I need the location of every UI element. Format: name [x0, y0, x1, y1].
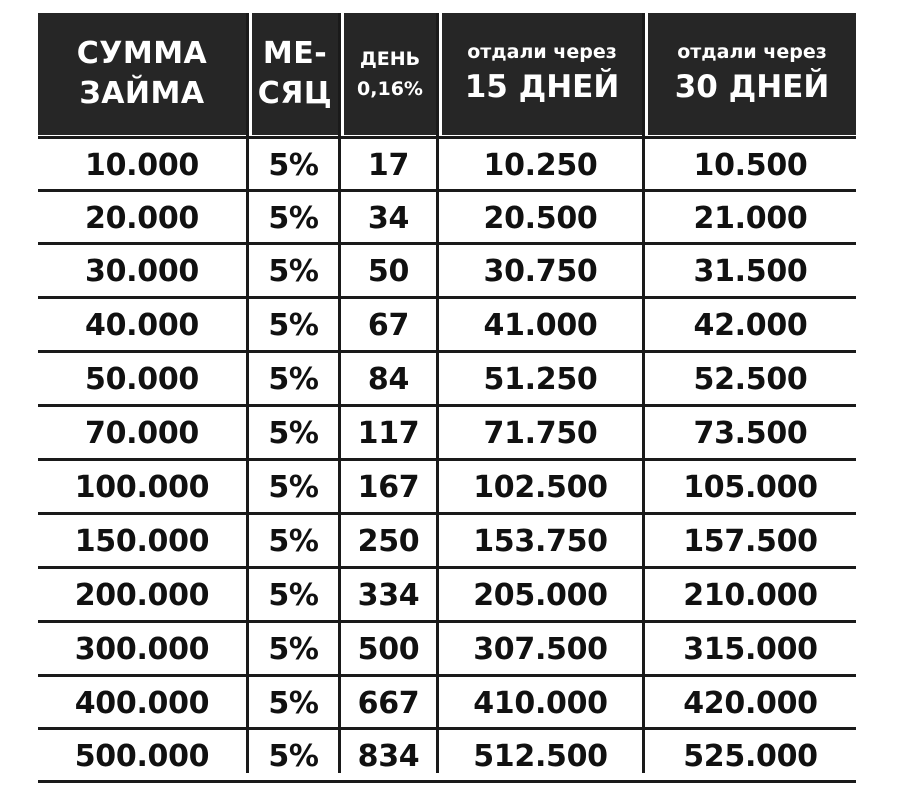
repay-15-days-cell: 512.500: [473, 739, 608, 774]
repay-30-days-cell: 42.000: [693, 308, 808, 343]
table-row: [38, 407, 856, 460]
day-interest-cell: 500: [357, 632, 420, 667]
loan-amount-cell: 150.000: [74, 524, 210, 559]
header-30-days-line2: 30 ДНЕЙ: [674, 69, 830, 105]
table-row: [38, 569, 856, 622]
loan-amount-cell: 400.000: [74, 686, 210, 721]
repay-30-days-cell: 420.000: [683, 686, 818, 721]
repay-15-days-cell: 102.500: [473, 470, 608, 505]
repay-15-days-cell: 307.500: [473, 632, 608, 667]
month-rate-cell: 5%: [268, 308, 319, 343]
repay-15-days-cell: 10.250: [483, 148, 598, 183]
day-interest-cell: 334: [357, 578, 420, 613]
day-interest-cell: 34: [367, 201, 410, 236]
month-rate-cell: 5%: [268, 201, 319, 236]
month-rate-cell: 5%: [268, 148, 319, 183]
header-month-line1: МЕ-: [262, 36, 328, 71]
table-row: [38, 299, 856, 352]
loan-amount-cell: 300.000: [74, 632, 210, 667]
table-row: [38, 623, 856, 676]
day-interest-cell: 250: [357, 524, 420, 559]
repay-15-days-cell: 71.750: [483, 416, 598, 451]
header-day: [344, 13, 436, 135]
table-row: [38, 461, 856, 514]
table-row: [38, 139, 856, 192]
table-row: [38, 245, 856, 298]
repay-15-days-cell: 410.000: [473, 686, 608, 721]
loan-amount-cell: 100.000: [74, 470, 210, 505]
repay-30-days-cell: 210.000: [683, 578, 818, 613]
header-loan-amount-line1: СУММА: [76, 36, 208, 71]
table-row: [38, 353, 856, 406]
loan-amount-cell: 10.000: [85, 148, 199, 183]
day-interest-cell: 167: [357, 470, 420, 505]
day-interest-cell: 67: [367, 308, 410, 343]
month-rate-cell: 5%: [268, 254, 319, 289]
month-rate-cell: 5%: [268, 416, 319, 451]
repay-30-days-cell: 315.000: [683, 632, 818, 667]
header-day-line2: 0,16%: [357, 78, 423, 100]
month-rate-cell: 5%: [268, 578, 319, 613]
repay-15-days-cell: 20.500: [483, 201, 598, 236]
month-rate-cell: 5%: [268, 739, 319, 774]
repay-30-days-cell: 525.000: [683, 739, 818, 774]
month-rate-cell: 5%: [268, 362, 319, 397]
day-interest-cell: 117: [357, 416, 420, 451]
month-rate-cell: 5%: [268, 524, 319, 559]
header-loan-amount-line2: ЗАЙМА: [79, 76, 205, 111]
repay-30-days-cell: 10.500: [693, 148, 808, 183]
repay-30-days-cell: 157.500: [683, 524, 818, 559]
repay-30-days-cell: 105.000: [683, 470, 818, 505]
month-rate-cell: 5%: [268, 470, 319, 505]
table-row: [38, 677, 856, 730]
table-row: [38, 515, 856, 568]
loan-amount-cell: 50.000: [85, 362, 199, 397]
repay-15-days-cell: 30.750: [483, 254, 598, 289]
header-loan-amount: [38, 13, 246, 135]
loan-amount-cell: 500.000: [74, 739, 210, 774]
table-row: [38, 192, 856, 245]
day-interest-cell: 50: [367, 254, 410, 289]
table-row: [38, 730, 856, 783]
repay-30-days-cell: 31.500: [693, 254, 808, 289]
header-15-days-line2: 15 ДНЕЙ: [464, 69, 620, 105]
repay-15-days-cell: 205.000: [473, 578, 608, 613]
day-interest-cell: 17: [367, 148, 410, 183]
loan-amount-cell: 40.000: [85, 308, 199, 343]
loan-amount-cell: 30.000: [85, 254, 199, 289]
header-month: [252, 13, 338, 135]
loan-amount-cell: 70.000: [85, 416, 199, 451]
repay-30-days-cell: 21.000: [693, 201, 808, 236]
header-day-line1: ДЕНЬ: [359, 48, 421, 70]
header-15-days-line1: отдали через: [467, 41, 617, 63]
day-interest-cell: 834: [357, 739, 420, 774]
repay-15-days-cell: 41.000: [483, 308, 598, 343]
repay-15-days-cell: 51.250: [483, 362, 598, 397]
header-month-line2: СЯЦ: [257, 76, 333, 111]
loan-amount-cell: 200.000: [74, 578, 210, 613]
month-rate-cell: 5%: [268, 632, 319, 667]
day-interest-cell: 84: [367, 362, 410, 397]
day-interest-cell: 667: [357, 686, 420, 721]
header-15-days: [442, 13, 642, 135]
month-rate-cell: 5%: [268, 686, 319, 721]
loan-amount-cell: 20.000: [85, 201, 199, 236]
repay-15-days-cell: 153.750: [473, 524, 608, 559]
repay-30-days-cell: 52.500: [693, 362, 808, 397]
header-30-days-line1: отдали через: [677, 41, 827, 63]
header-30-days: [648, 13, 856, 135]
repay-30-days-cell: 73.500: [693, 416, 808, 451]
